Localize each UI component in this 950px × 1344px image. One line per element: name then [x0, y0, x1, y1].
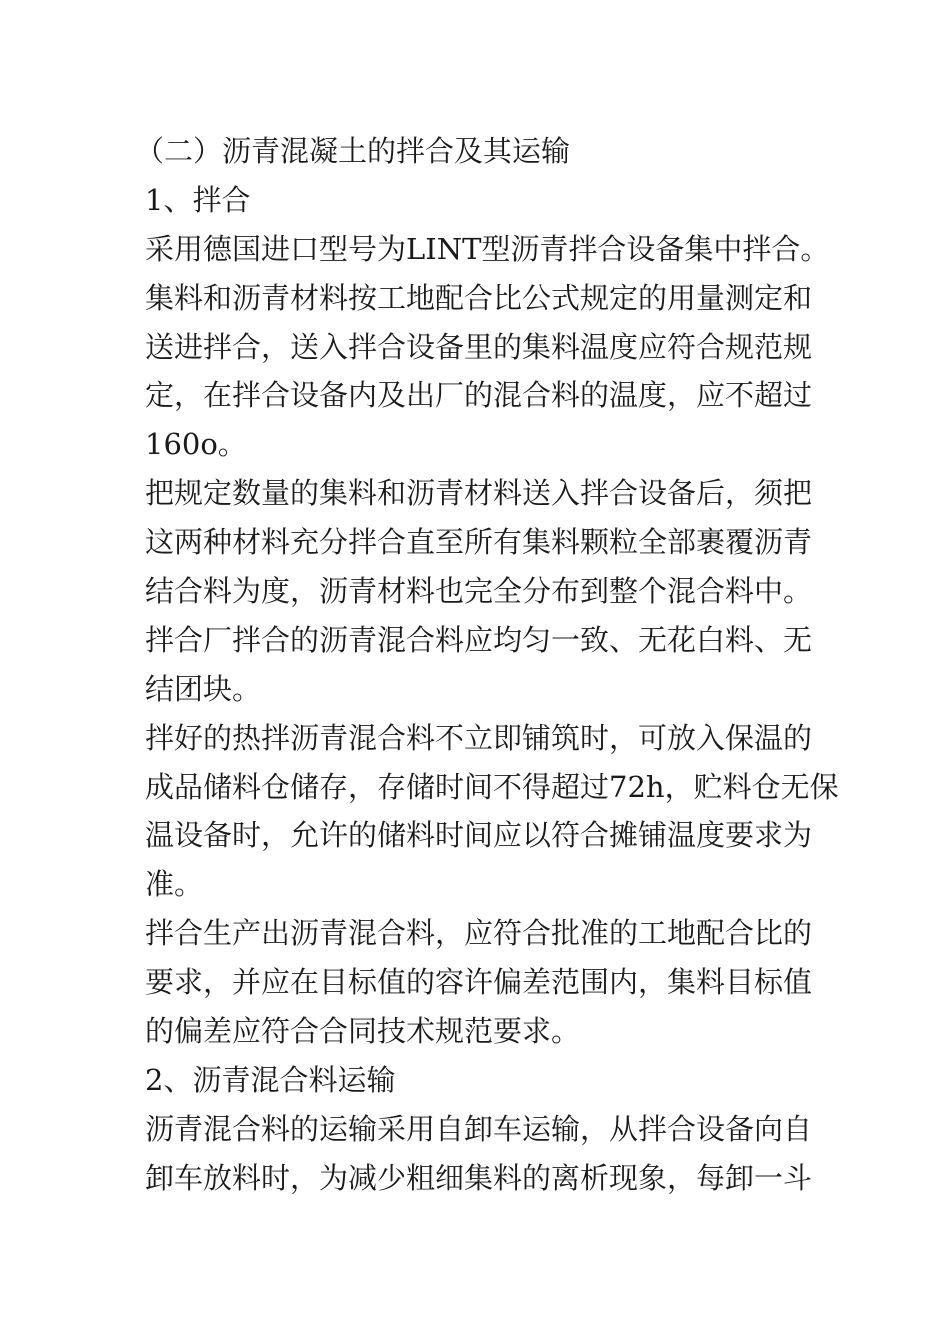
paragraph-line: 温设备时，允许的储料时间应以符合摊铺温度要求为	[145, 818, 813, 853]
paragraph-line: 准。	[145, 867, 204, 902]
paragraph-line: 结合料为度，沥青材料也完全分布到整个混合料中。	[145, 574, 813, 609]
paragraph-line: 拌合生产出沥青混合料，应符合批准的工地配合比的	[145, 916, 813, 951]
paragraph-line: 集料和沥青材料按工地配合比公式规定的用量测定和	[145, 280, 813, 315]
paragraph-line: 的偏差应符合合同技术规范要求。	[145, 1014, 581, 1049]
paragraph-line: 拌合厂拌合的沥青混合料应均匀一致、无花白料、无	[145, 622, 813, 657]
paragraph-line: 卸车放料时，为减少粗细集料的离析现象，每卸一斗	[145, 1160, 813, 1195]
section-heading: （二）沥青混凝土的拌合及其运输	[135, 134, 571, 168]
subsection-heading-mixing: 1、拌合	[145, 182, 251, 217]
paragraph-line: 成品储料仓储存，存储时间不得超过72h，贮料仓无保	[145, 769, 839, 804]
paragraph-line: 要求，并应在目标值的容许偏差范围内，集料目标值	[145, 965, 813, 1000]
paragraph-line: 拌好的热拌沥青混合料不立即铺筑时，可放入保温的	[145, 720, 813, 755]
paragraph-line: 160o。	[145, 427, 247, 462]
document-body	[135, 127, 839, 1203]
paragraph-line: 送进拌合，送入拌合设备里的集料温度应符合规范规	[145, 329, 813, 364]
paragraph-line: 沥青混合料的运输采用自卸车运输，从拌合设备向自	[145, 1111, 813, 1146]
paragraph-line: 把规定数量的集料和沥青材料送入拌合设备后，须把	[145, 476, 813, 511]
subsection-heading-transport: 2、沥青混合料运输	[145, 1062, 396, 1097]
paragraph-line: 定，在拌合设备内及出厂的混合料的温度，应不超过	[145, 378, 813, 413]
paragraph-line: 这两种材料充分拌合直至所有集料颗粒全部裹覆沥青	[145, 525, 813, 560]
paragraph-line: 结团块。	[145, 671, 262, 706]
paragraph-line: 采用德国进口型号为LINT型沥青拌合设备集中拌合。	[145, 231, 830, 266]
